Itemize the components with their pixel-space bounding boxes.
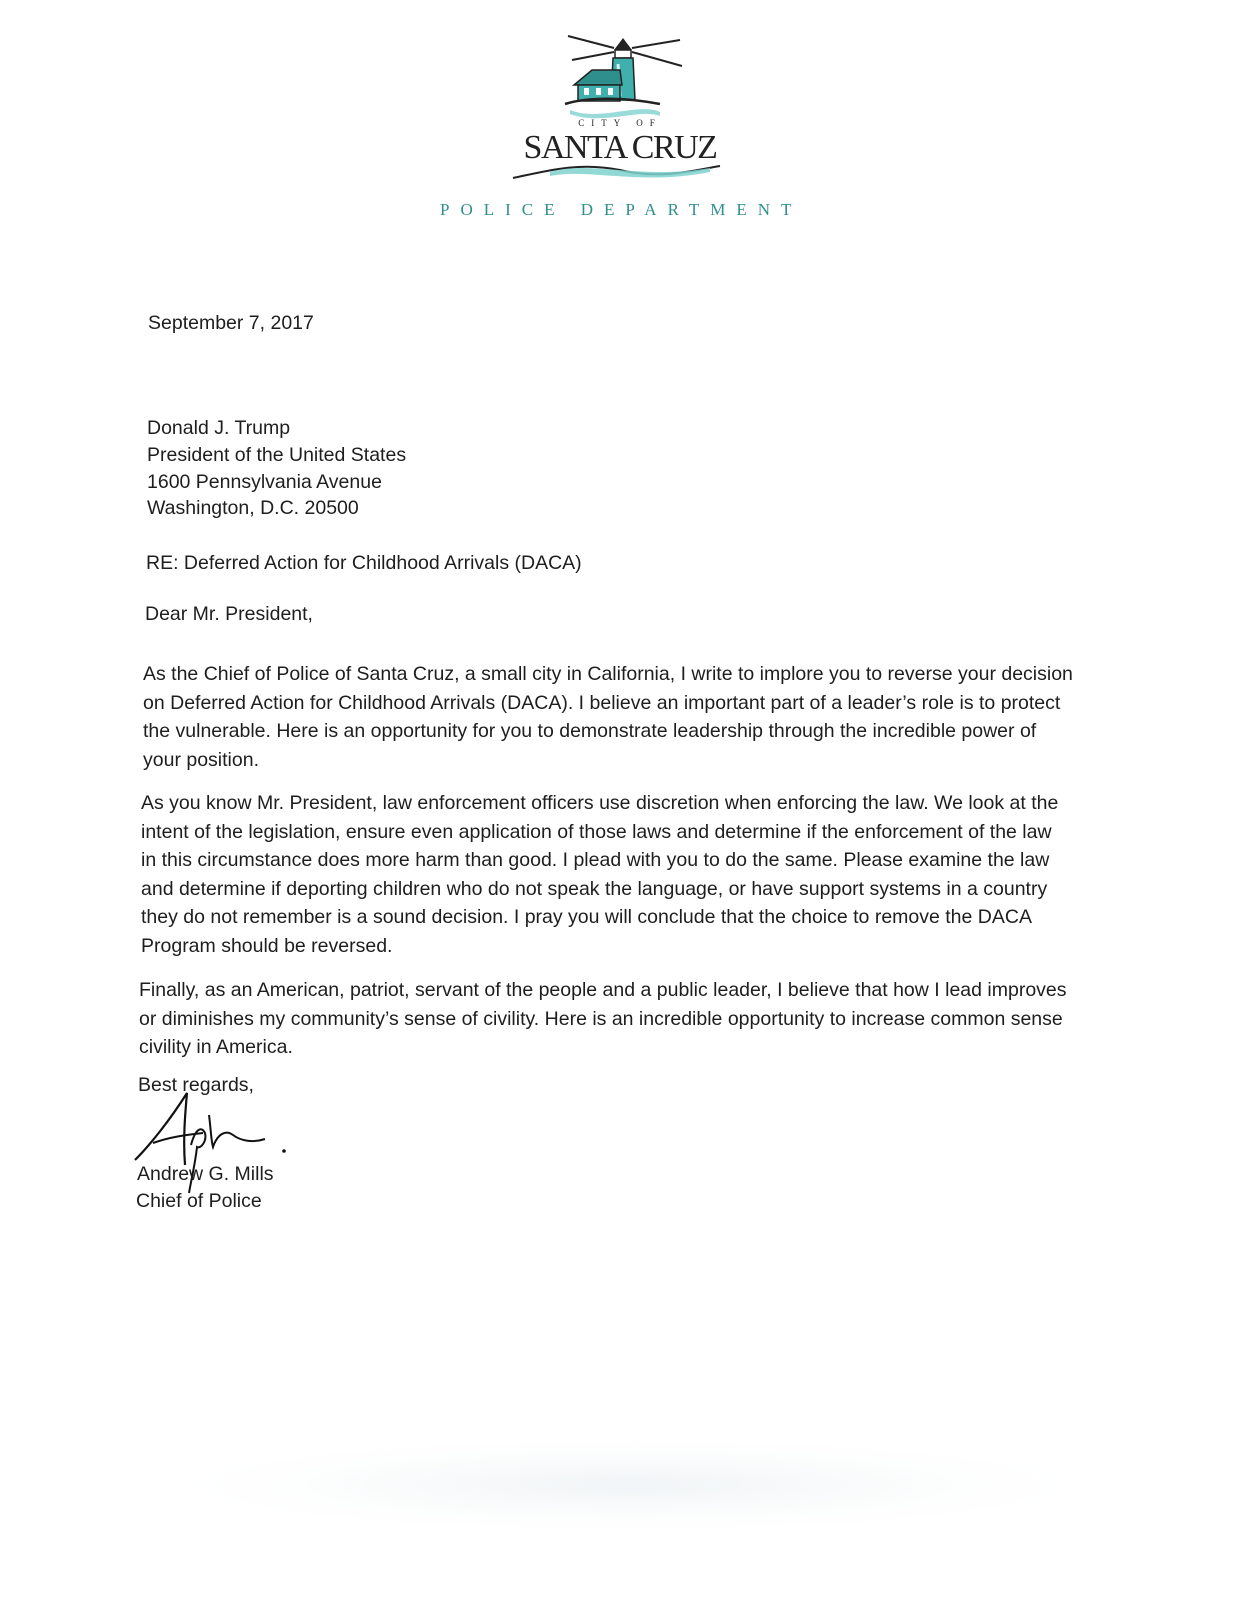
closing: Best regards,: [138, 1074, 254, 1096]
signer-title: Chief of Police: [136, 1190, 262, 1212]
salutation: Dear Mr. President,: [145, 603, 313, 625]
recipient-street: 1600 Pennsylvania Avenue: [147, 471, 382, 493]
recipient-name: Donald J. Trump: [147, 417, 291, 439]
letter-date: September 7, 2017: [148, 312, 314, 334]
city-name-text: SANTA CRUZ: [523, 129, 717, 166]
recipient-title: President of the United States: [147, 444, 407, 466]
subject-line: RE: Deferred Action for Childhood Arrivals (DACA): [146, 552, 582, 574]
recipient-city: Washington, D.C. 20500: [147, 497, 359, 519]
signer-name: Andrew G. Mills: [137, 1163, 274, 1185]
scan-smudge: [200, 1440, 1060, 1530]
paragraph-3: Finally, as an American, patriot, servant of the people and a public leader, I believe that how I lead improves or diminishes my community’s sense of civility. Here is an incredible opportunity to increase common sense civility in America.: [139, 979, 1067, 1058]
department-name: POLICE DEPARTMENT: [440, 200, 803, 219]
paragraph-1: As the Chief of Police of Santa Cruz, a small city in California, I write to implore you to reverse your decision on Deferred Action for Childhood Arrivals (DACA). I believe an important part of a leader’s role is to protect the vulnerable. Here is an opportunity for you to demonstrate leadership through the incredible power of your position.: [143, 663, 1073, 771]
paragraph-2: As you know Mr. President, law enforcement officers use discretion when enforcing the law. We look at the intent of the legislation, ensure even application of those laws and determine if the enforcement of the law in this circumstance does more harm than good. I plead with you to do the same. Please examine the law and determine if deporting children who do not speak the language, or have support systems in a country they do not remember is a sound decision. I pray you will conclude that the choice to remove the DACA Program should be reversed.: [141, 792, 1059, 957]
city-of-text: CITY OF: [578, 118, 662, 128]
